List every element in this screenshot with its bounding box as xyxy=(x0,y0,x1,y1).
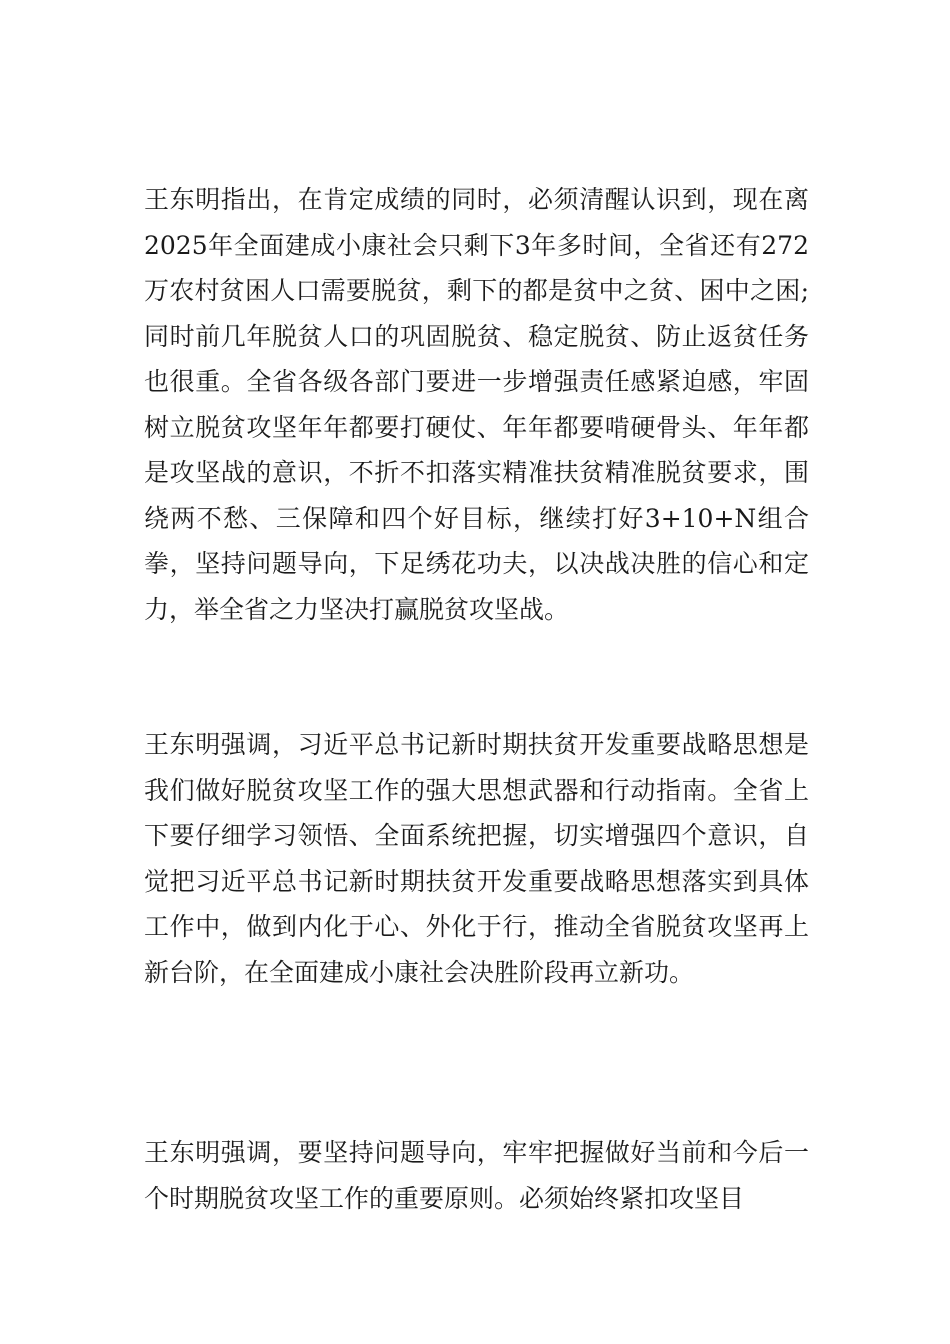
paragraph-2: 王东明强调，习近平总书记新时期扶贫开发重要战略思想是我们做好脱贫攻坚工作的强大思想武器和行动指南。全省上下要仔细学习领悟、全面系统把握，切实增强四个意识，自觉把习近平总书记新时期扶贫开发重要战略思想落实到具体工作中，做到内化于心、外化于行，推动全省脱贫攻坚再上新台阶，在全面建成小康社会决胜阶段再立新功。 xyxy=(144,730,809,987)
paragraph-3: 王东明强调，要坚持问题导向，牢牢把握做好当前和今后一个时期脱贫攻坚工作的重要原则。必须始终紧扣攻坚目 xyxy=(144,1138,809,1213)
paragraph-1: 王东明指出，在肯定成绩的同时，必须清醒认识到，现在离2025年全面建成小康社会只剩下3年多时间，全省还有272万农村贫困人口需要脱贫，剩下的都是贫中之贫、困中之困;同时前几年脱贫人口的巩固脱贫、稳定脱贫、防止返贫任务也很重。全省各级各部门要进一步增强责任感紧迫感，牢固树立脱贫攻坚年年都要打硬仗、年年都要啃硬骨头、年年都是攻坚战的意识，不折不扣落实精准扶贫精准脱贫要求，围绕两不愁、三保障和四个好目标，继续打好3+10+N组合拳，坚持问题导向，下足绣花功夫，以决战决胜的信心和定力，举全省之力坚决打赢脱贫攻坚战。 xyxy=(144,185,809,624)
